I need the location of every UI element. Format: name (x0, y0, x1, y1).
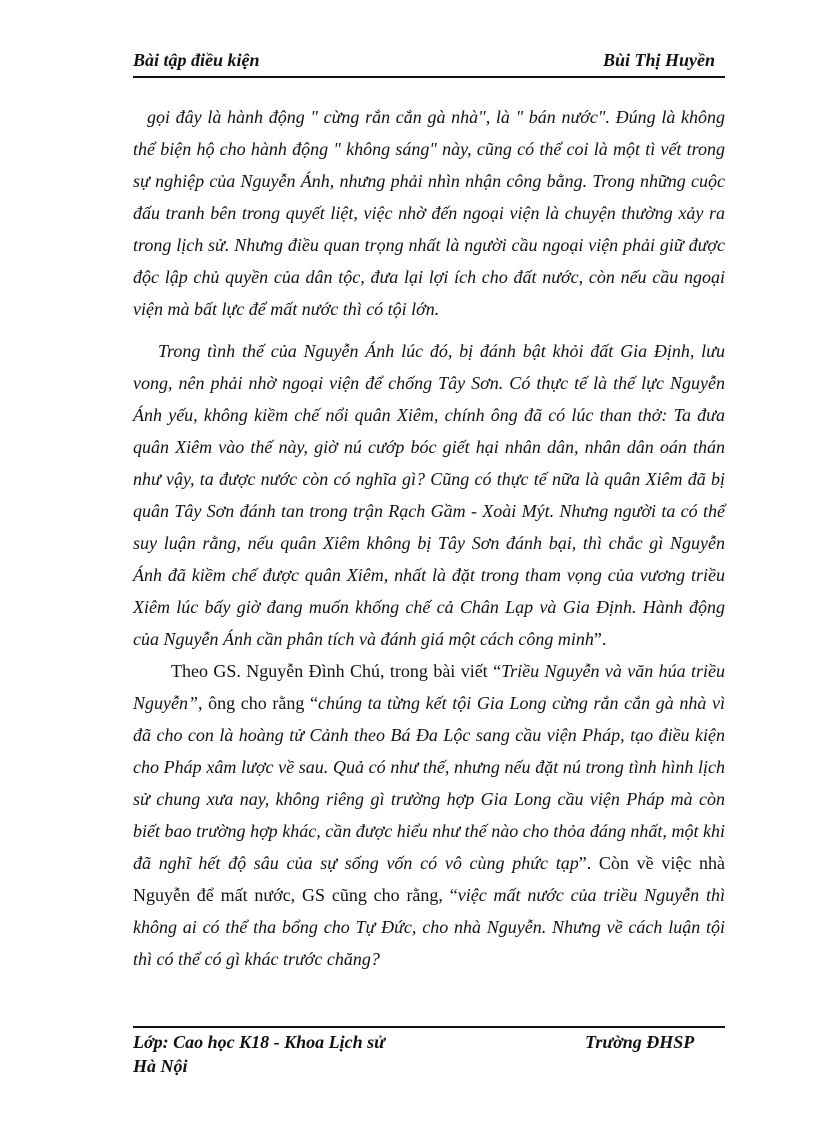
quote-2: việc mất nước của triều Nguyễn thì không ai có thể tha bổng cho Tự Đức, cho nhà Nguyễn. Nhưng về cách luận tội thì có thể có gì khác trước chăng? (133, 885, 725, 969)
paragraph-2-text: Trong tình thế của Nguyễn Ánh lúc đó, bị đánh bật khỏi đất Gia Định, lưu vong, nên phải nhờ ngoại viện để chống Tây Sơn. Có thực tế là thế lực Nguyễn Ánh yếu, không kiềm chế nổi quân Xiêm, chính ông đã có lúc than thở: Ta đưa quân Xiêm vào thế này, giờ nú cướp bóc giết hại nhân dân, nhân dân oán thán như vậy, ta được nước còn có nghĩa gì? Cũng có thực tế nữa là quân Xiêm đã bị quân Tây Sơn đánh tan trong trận Rạch Gầm - Xoài Mýt. Nhưng người ta có thể suy luận rằng, nếu quân Xiêm không bị Tây Sơn đánh bại, thì chắc gì Nguyễn Ánh đã kiềm chế được quân Xiêm, nhất là đặt trong tham vọng của vương triều Xiêm lúc bấy giờ đang muốn khống chế cả Chân Lạp và Gia Định. Hành động của Nguyễn Ánh cần phân tích và đánh giá một cách công minh (133, 341, 725, 649)
header-author: Bùi Thị Huyền (602, 50, 715, 70)
paragraph-3-connector: , ông cho rằng “ (198, 693, 318, 713)
footer-divider (133, 1026, 725, 1028)
paragraph-3-intro: Theo GS. Nguyễn Đình Chú, trong bài viết “ (171, 661, 502, 681)
paragraph-3-middle: ”. Còn về việc nhà Nguyễn để mất nước, GS cũng cho rằng, “ (133, 853, 726, 905)
footer-city: Hà Nội (133, 1056, 188, 1076)
paragraph-1: gọi đây là hành động " cừng rắn cắn gà nhà", là " bán nước". Đúng là không thể biện hộ cho hành động " không sáng" này, cũng có thể coi là một tì vết trong sự nghiệp của Nguyễn Ánh, nhưng phải nhìn nhận công bằng. Trong những cuộc đấu tranh bên trong quyết liệt, việc nhờ đến ngoại viện là chuyện thường xảy ra trong lịch sử. Nhưng điều quan trọng nhất là người cầu ngoại viện phải giữ được độc lập chủ quyền của dân tộc, đưa lại lợi ích cho đất nước, còn nếu cầu ngoại viện mà bất lực để mất nước thì có tội lớn. (133, 107, 725, 319)
quote-1: chúng ta từng kết tội Gia Long cừng rắn cắn gà nhà vì đã cho con là hoàng tử Cảnh theo Bá Đa Lộc sang cầu viện Pháp, tạo điều kiện cho Pháp xâm lược về sau. Quả có như thế, nhưng nếu đặt nú trong tình hình lịch sử chung xưa nay, không riêng gì trường hợp Gia Long cầu viện Pháp mà còn biết bao trường hợp khác, cần được hiểu như thế nào cho thỏa đáng nhất, một khi đã nghĩ hết độ sâu của sự sống vốn có vô cùng phức tạp (133, 693, 725, 873)
paragraph-2 (133, 335, 725, 655)
footer-school: Trường ĐHSP (585, 1032, 695, 1052)
document-body (133, 101, 725, 975)
paragraph-3 (133, 655, 725, 975)
footer-class: Lớp: Cao học K18 - Khoa Lịch sử (133, 1032, 385, 1052)
article-title: Triều Nguyễn và văn húa triều Nguyễn” (133, 661, 725, 713)
header-title: Bài tập điều kiện (133, 50, 260, 70)
page-header (133, 50, 725, 74)
paragraph-2-end-quote: ”. (593, 629, 607, 649)
header-divider (133, 76, 725, 78)
